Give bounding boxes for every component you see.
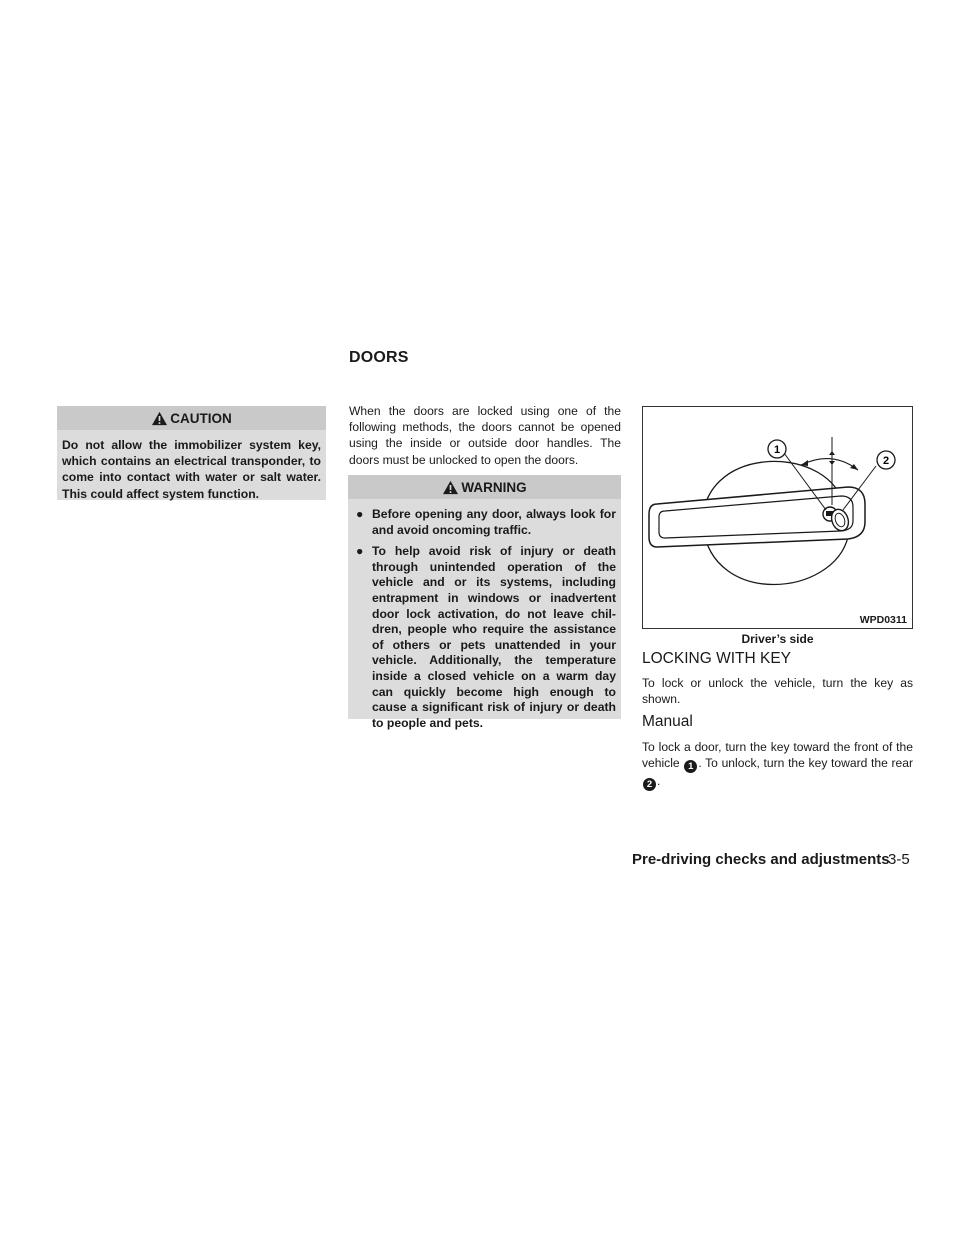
manual-text-c: . — [657, 774, 661, 789]
figure-code: WPD0311 — [859, 614, 907, 626]
footer-chapter-title: Pre-driving checks and adjustments — [632, 851, 890, 868]
warning-triangle-icon — [442, 480, 459, 495]
footer-page-number: 3-5 — [888, 851, 910, 868]
locking-text: To lock or unlock the vehicle, turn the key as shown. — [642, 676, 913, 707]
warning-item — [356, 507, 616, 538]
bullet-icon: ● — [356, 507, 364, 521]
manual-text — [642, 739, 913, 791]
door-handle-figure — [642, 406, 913, 629]
bullet-icon: ● — [356, 544, 364, 559]
caution-text: Do not allow the immobilizer system key, which contains an electrical transponder, to come into contact with water or salt water. This could affect system function. — [62, 438, 321, 501]
warning-box — [348, 475, 621, 730]
callout-1-label: 1 — [773, 444, 781, 456]
warning-list — [348, 499, 621, 731]
door-handle-illustration — [643, 407, 912, 628]
intro-paragraph: When the doors are locked using one of the following methods, the doors cannot be opened using the inside or outside door handles. The doors must be unlocked to open the doors. — [349, 404, 621, 467]
manual-text-b: . To unlock, turn the key toward the rear — [698, 756, 913, 771]
figure-caption: Driver’s side — [741, 632, 814, 646]
warning-item — [356, 544, 616, 731]
locking-heading: LOCKING WITH KEY — [642, 650, 791, 667]
manual-heading: Manual — [642, 713, 693, 730]
callout-2-label: 2 — [882, 455, 890, 467]
caution-header — [57, 406, 326, 430]
callout-1: 1 — [684, 760, 697, 773]
warning-header — [348, 475, 621, 499]
manual-text-a: To lock a door, turn the key toward the front of the vehicle — [642, 740, 913, 771]
warning-title: WARNING — [461, 479, 527, 495]
caution-title: CAUTION — [170, 410, 232, 426]
section-heading: DOORS — [349, 349, 409, 366]
warning-triangle-icon — [151, 411, 168, 426]
caution-box — [57, 406, 326, 500]
warning-item-text: To help avoid risk of injury or death through unintended operation of the vehicle and or its systems, including entrapment in windows or inadvertent door lock activation, do not leave chil-dren, people who require the assistance of others or pets unattended in your vehicle. Additionally, the temperature inside a closed vehicle on a warm day can quickly become high enough to cause a significant risk of injury or death to people and pets. — [372, 544, 616, 730]
warning-item-text: Before opening any door, always look for and avoid oncoming traffic. — [372, 507, 616, 537]
callout-2: 2 — [643, 778, 656, 791]
